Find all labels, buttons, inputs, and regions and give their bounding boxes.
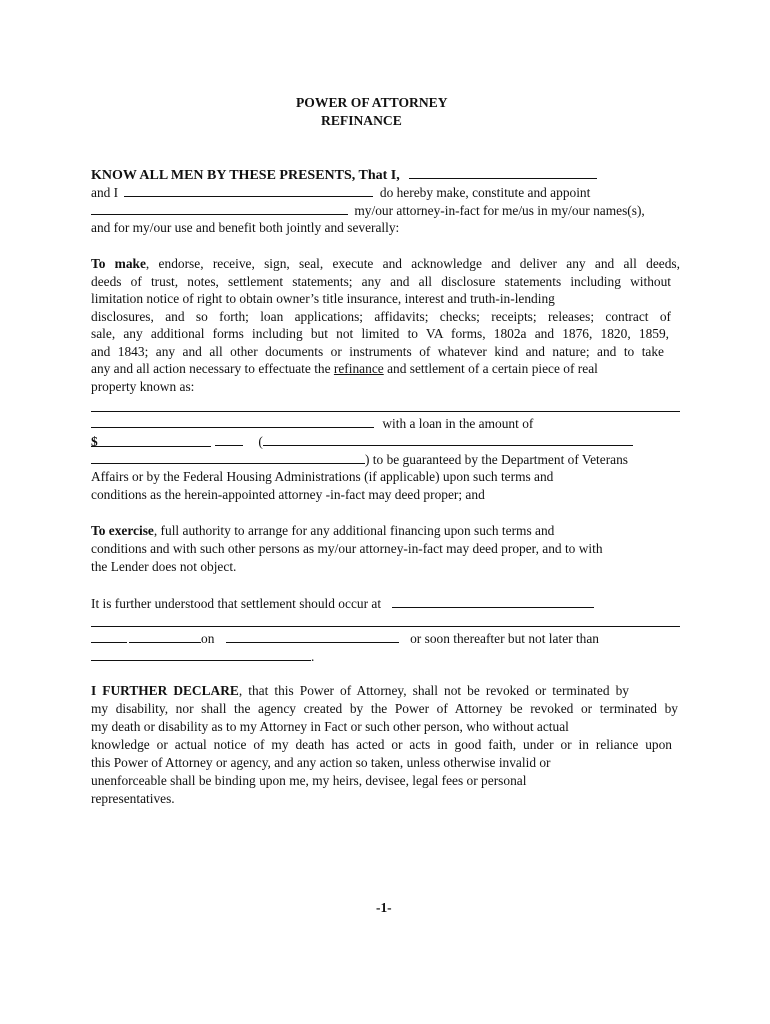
- to-make-line-1: [91, 255, 680, 273]
- declare-line-7: representatives.: [91, 791, 175, 806]
- to-exercise-heading: To exercise: [91, 523, 154, 538]
- on-text: on: [201, 631, 215, 646]
- declare-line-3: my death or disability as to my Attorney in Fact or such other person, who without actual: [91, 719, 569, 734]
- loan-line-2: [91, 432, 633, 451]
- loan-amount-text: with a loan in the amount of: [382, 416, 534, 431]
- to-make-line-2: deeds of trust, notes, settlement statements; any and all disclosure statements including without: [91, 273, 671, 289]
- loan-line-1: [91, 414, 533, 433]
- loan-amount-words-field-2[interactable]: [91, 450, 365, 464]
- loan-amount-words-field[interactable]: [263, 432, 633, 446]
- guarantee-text: ) to be guaranteed by the Department of Veterans: [365, 452, 628, 467]
- settlement-line-3: [91, 647, 314, 666]
- settlement-location-field[interactable]: [392, 594, 594, 608]
- declare-line-1: [91, 682, 629, 700]
- soon-thereafter-text: or soon thereafter but not later than: [410, 631, 599, 646]
- settlement-date-field-3[interactable]: [226, 629, 399, 643]
- latest-date-field[interactable]: [91, 647, 311, 661]
- loan-line-3: [91, 450, 628, 469]
- declare-heading: I FURTHER DECLARE: [91, 683, 239, 698]
- to-make-line-7: [91, 360, 598, 378]
- intro-line-1: [91, 165, 597, 185]
- to-exercise-line-2: conditions and with such other persons as my/our attorney-in-fact may deed proper, and to with: [91, 541, 603, 556]
- period: .: [311, 649, 315, 664]
- to-make-line-6: and 1843; any and all other documents or instruments of whatever kind and nature; and to take: [91, 343, 664, 359]
- declare-line-6: unenforceable shall be binding upon me, my heirs, devisee, legal fees or personal: [91, 773, 527, 788]
- intro-line-2: [91, 183, 590, 202]
- declare-line-4: knowledge or actual notice of my death has acted or acts in good faith, under or in reliance upon: [91, 737, 672, 752]
- to-exercise-line-3: the Lender does not object.: [91, 559, 237, 574]
- property-description-field-2[interactable]: [91, 414, 374, 428]
- property-description-field[interactable]: [91, 411, 680, 412]
- to-make-text: , endorse, receive, sign, seal, execute and acknowledge and deliver any and all deeds,: [145, 256, 680, 271]
- attorney-name-field[interactable]: [91, 201, 348, 215]
- to-make-line-7-pre: any and all action necessary to effectuate the: [91, 361, 334, 376]
- loan-amount-field[interactable]: [91, 433, 211, 447]
- document-subtitle: REFINANCE: [321, 113, 402, 128]
- declare-text: , that this Power of Attorney, shall not be revoked or terminated by: [238, 683, 629, 698]
- to-make-heading: To make: [91, 256, 146, 271]
- settlement-line-2: [91, 629, 599, 648]
- document-title: POWER OF ATTORNEY: [296, 95, 448, 110]
- loan-line-5: conditions as the herein-appointed attorney -in-fact may deed proper; and: [91, 487, 485, 502]
- settlement-date-field-1[interactable]: [91, 629, 127, 643]
- paren-open: (: [258, 434, 263, 449]
- declare-line-5: this Power of Attorney or agency, and any action so taken, unless otherwise invalid or: [91, 755, 551, 770]
- dollar-sign: $: [91, 434, 98, 449]
- loan-line-4: Affairs or by the Federal Housing Administrations (if applicable) upon such terms and: [91, 469, 554, 484]
- grantor-name-field-2[interactable]: [124, 183, 373, 197]
- settlement-location-field-2[interactable]: [91, 626, 680, 627]
- and-i-label: and I: [91, 185, 119, 200]
- to-make-line-5: sale, any additional forms including but not limited to VA forms, 1802a and 1876, 1820, 1859,: [91, 326, 669, 341]
- settlement-text: It is further understood that settlement should occur at: [91, 596, 382, 611]
- to-make-line-7-post: and settlement of a certain piece of real: [383, 361, 598, 376]
- appoint-text: do hereby make, constitute and appoint: [379, 185, 591, 200]
- settlement-line-1: [91, 594, 594, 613]
- to-make-line-3: limitation notice of right to obtain owner’s title insurance, interest and truth-in-lending: [91, 291, 555, 306]
- settlement-date-field-2[interactable]: [129, 629, 201, 643]
- loan-amount-cents-field[interactable]: [215, 432, 243, 446]
- intro-line-4: and for my/our use and benefit both jointly and severally:: [91, 220, 400, 235]
- attorney-in-fact-text: my/our attorney-in-fact for me/us in my/our names(s),: [354, 203, 645, 218]
- intro-line-3: [91, 201, 645, 220]
- to-make-line-8: property known as:: [91, 379, 195, 394]
- intro-lead: KNOW ALL MEN BY THESE PRESENTS, That I,: [91, 168, 400, 183]
- declare-line-2: my disability, nor shall the agency created by the Power of Attorney be revoked or terminated by: [91, 701, 678, 716]
- to-make-line-4: disclosures, and so forth; loan applications; affidavits; checks; receipts; releases; contract of: [91, 308, 671, 324]
- refinance-term: refinance: [333, 361, 384, 376]
- to-exercise-line-1: [91, 522, 554, 540]
- grantor-name-field-1[interactable]: [409, 165, 597, 179]
- page-number: -1-: [376, 900, 392, 915]
- to-exercise-text: , full authority to arrange for any additional financing upon such terms and: [153, 523, 555, 538]
